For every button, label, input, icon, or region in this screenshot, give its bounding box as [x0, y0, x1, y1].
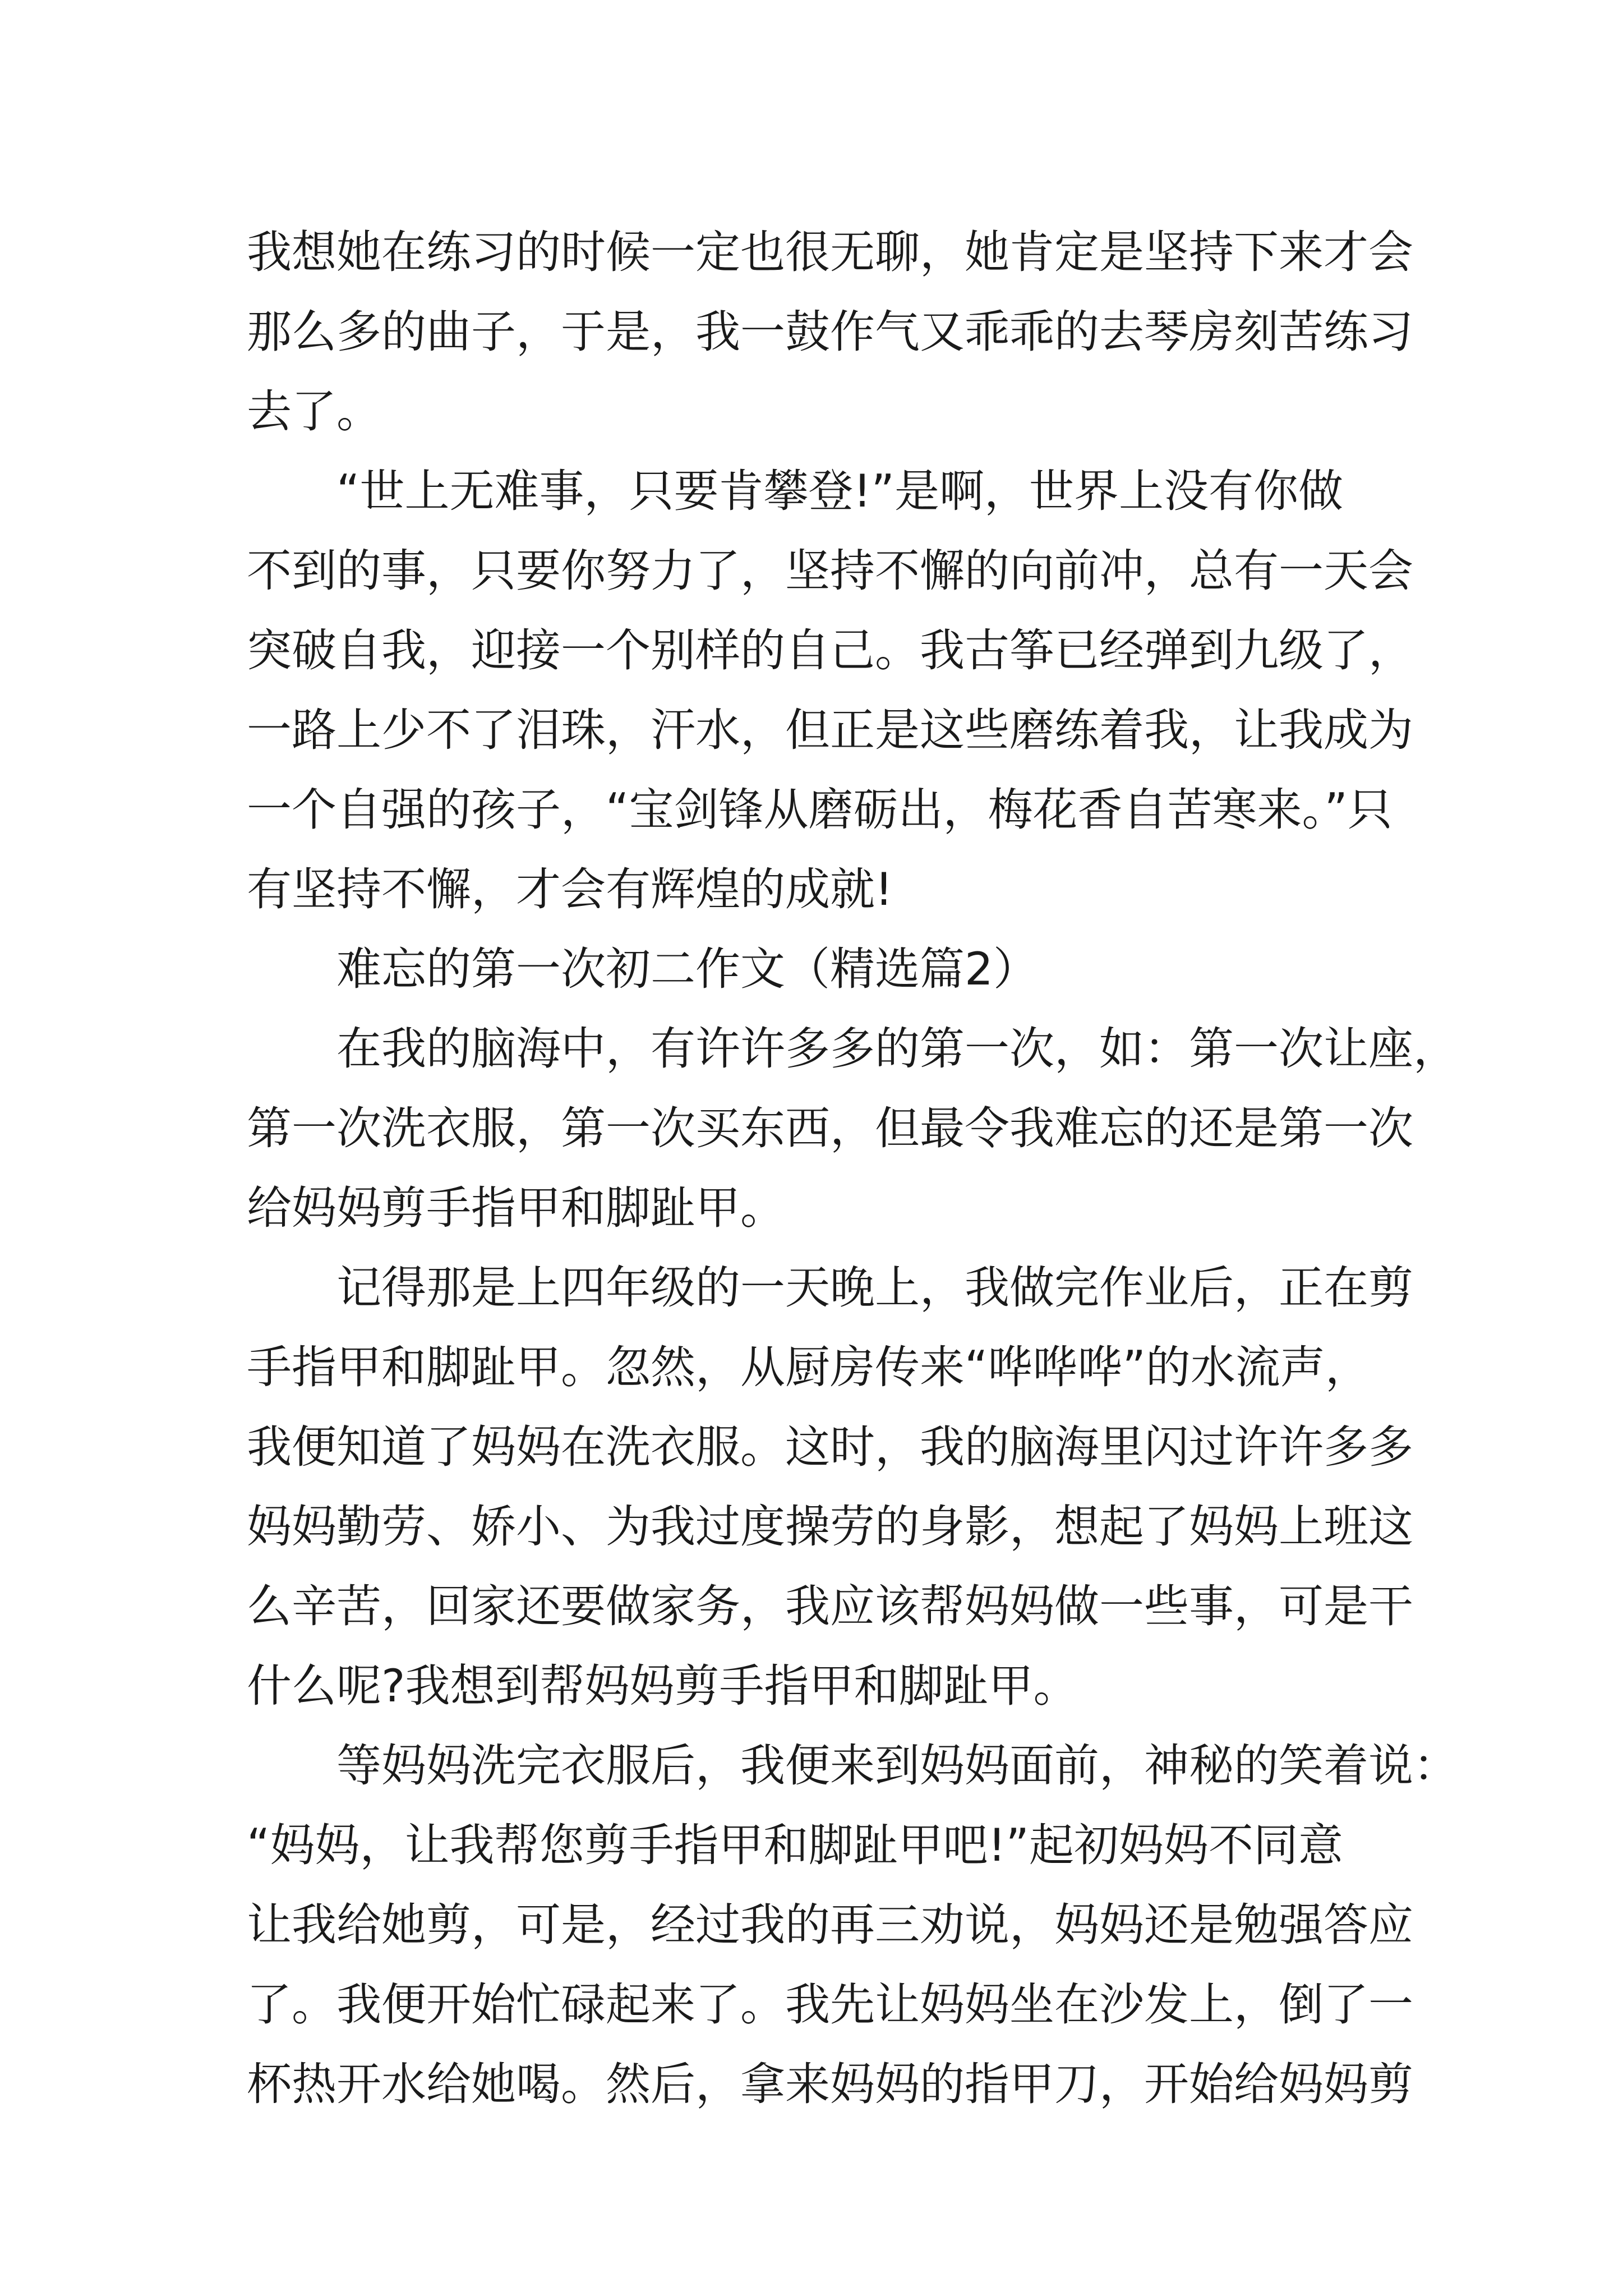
paragraph-first-line: “世上无难事，只要肯攀登!”是啊，世界上没有你做 — [336, 465, 1343, 517]
text-line: 突破自我，迎接一个别样的自己。我古筝已经弹到九级了， — [247, 624, 1413, 677]
section-heading: 难忘的第一次初二作文（精选篇2） — [336, 943, 1038, 995]
text-line: 什么呢?我想到帮妈妈剪手指甲和脚趾甲。 — [247, 1660, 1078, 1712]
text-line: 那么多的曲子，于是，我一鼓作气又乖乖的去琴房刻苦练习 — [247, 306, 1413, 358]
paragraph-first-line: 记得那是上四年级的一天晚上，我做完作业后，正在剪 — [336, 1262, 1413, 1314]
paragraph-first-line: 等妈妈洗完衣服后，我便来到妈妈面前，神秘的笑着说： — [336, 1740, 1458, 1792]
text-line: 有坚持不懈，才会有辉煌的成就! — [247, 863, 893, 915]
text-line: 妈妈勤劳、娇小、为我过度操劳的身影，想起了妈妈上班这 — [247, 1501, 1413, 1553]
text-line: 么辛苦，回家还要做家务，我应该帮妈妈做一些事，可是干 — [247, 1580, 1413, 1632]
text-line: 我便知道了妈妈在洗衣服。这时，我的脑海里闪过许许多多 — [247, 1421, 1413, 1473]
text-line: 不到的事，只要你努力了，坚持不懈的向前冲，总有一天会 — [247, 545, 1413, 597]
text-line: 一个自强的孩子，“宝剑锋从磨砺出，梅花香自苦寒来。”只 — [247, 784, 1393, 836]
text-line: 杯热开水给她喝。然后，拿来妈妈的指甲刀，开始给妈妈剪 — [247, 2058, 1413, 2110]
text-line: 让我给她剪，可是，经过我的再三劝说，妈妈还是勉强答应 — [247, 1899, 1413, 1951]
paragraph-first-line: 在我的脑海中，有许许多多的第一次，如：第一次让座， — [336, 1023, 1458, 1075]
text-line: 第一次洗衣服，第一次买东西，但最令我难忘的还是第一次 — [247, 1102, 1413, 1154]
text-line: 我想她在练习的时候一定也很无聊，她肯定是坚持下来才会 — [247, 226, 1413, 278]
text-line: “妈妈，让我帮您剪手指甲和脚趾甲吧!”起初妈妈不同意 — [247, 1819, 1343, 1871]
text-line: 一路上少不了泪珠，汗水，但正是这些磨练着我，让我成为 — [247, 704, 1413, 756]
text-line: 去了。 — [247, 385, 381, 438]
text-line: 给妈妈剪手指甲和脚趾甲。 — [247, 1182, 785, 1234]
text-line: 了。我便开始忙碌起来了。我先让妈妈坐在沙发上，倒了一 — [247, 1978, 1413, 2031]
text-line: 手指甲和脚趾甲。忽然，从厨房传来“哗哗哗”的水流声， — [247, 1341, 1370, 1393]
